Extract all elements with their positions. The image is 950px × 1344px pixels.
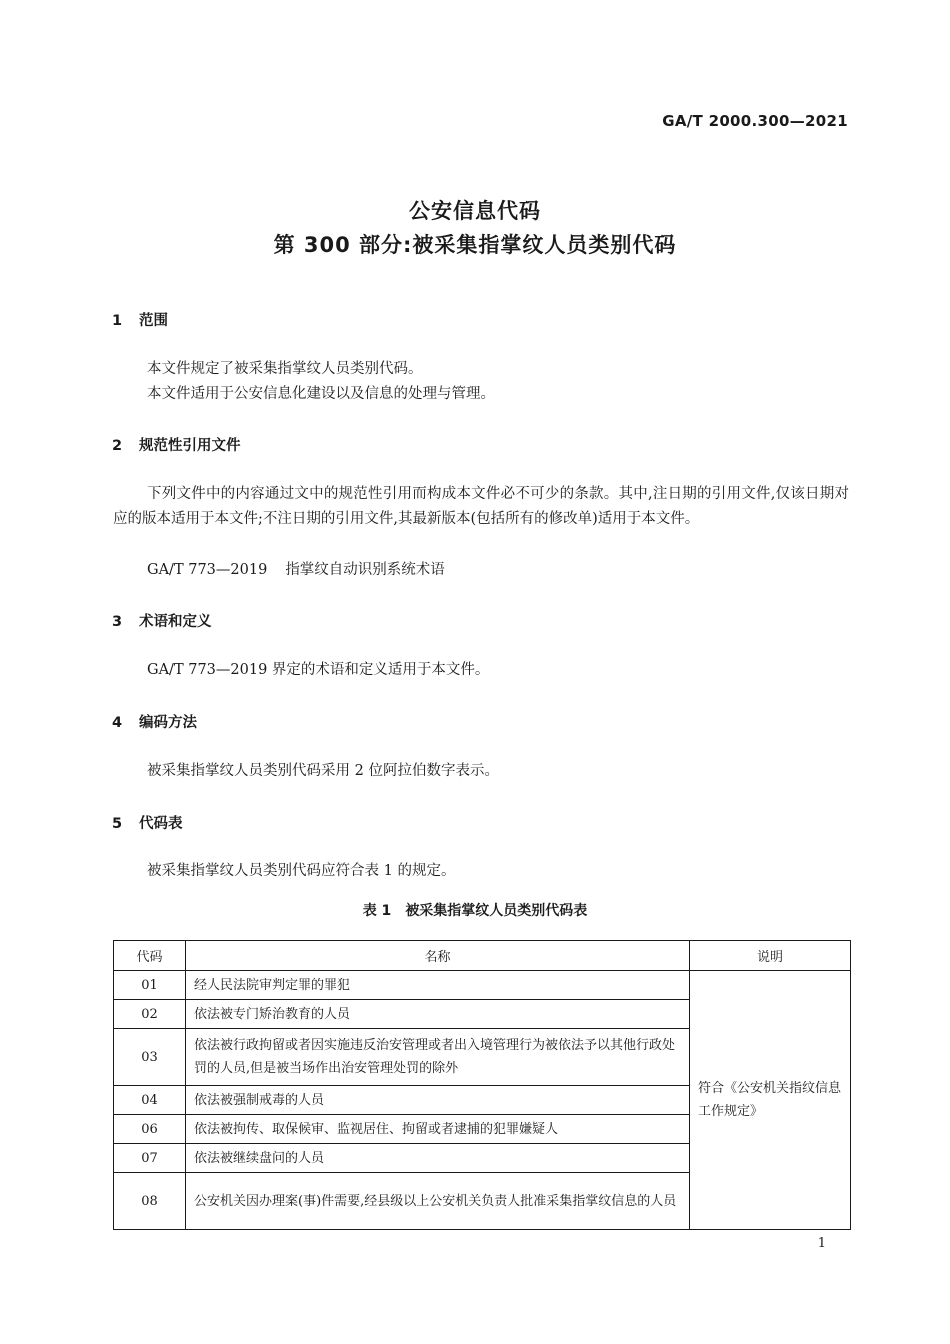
section-number: 5 bbox=[112, 816, 123, 832]
code-table-paragraph: 被采集指掌纹人员类别代码应符合表 1 的规定。 bbox=[147, 863, 456, 879]
reference-code: GA/T 773—2019 bbox=[147, 562, 268, 578]
row-note: 符合《公安机关指纹信息工作规定》 bbox=[690, 971, 851, 1230]
row-code: 08 bbox=[114, 1173, 186, 1230]
section-title: 范围 bbox=[139, 313, 168, 329]
section-5-heading bbox=[112, 812, 183, 833]
row-code: 07 bbox=[114, 1144, 186, 1173]
document-title-line2: 第 300 部分:被采集指掌纹人员类别代码 bbox=[273, 233, 677, 257]
table-caption bbox=[0, 900, 950, 920]
row-code: 01 bbox=[114, 971, 186, 1000]
terms-paragraph: GA/T 773—2019 界定的术语和定义适用于本文件。 bbox=[147, 662, 490, 678]
header-note: 说明 bbox=[690, 941, 851, 971]
row-code: 03 bbox=[114, 1029, 186, 1086]
section-title: 编码方法 bbox=[139, 715, 197, 731]
table-row bbox=[114, 971, 851, 1000]
section-number: 2 bbox=[112, 438, 123, 454]
section-title: 术语和定义 bbox=[139, 614, 212, 630]
table-title: 被采集指掌纹人员类别代码表 bbox=[405, 903, 588, 919]
row-name: 依法被拘传、取保候审、监视居住、拘留或者逮捕的犯罪嫌疑人 bbox=[186, 1115, 690, 1144]
header-code: 代码 bbox=[114, 941, 186, 971]
row-code: 02 bbox=[114, 1000, 186, 1029]
row-name: 依法被行政拘留或者因实施违反治安管理或者出入境管理行为被依法予以其他行政处罚的人员,但是被当场作出治安管理处罚的除外 bbox=[186, 1029, 690, 1086]
table-number: 表 1 bbox=[362, 903, 392, 919]
coding-paragraph: 被采集指掌纹人员类别代码采用 2 位阿拉伯数字表示。 bbox=[147, 763, 499, 779]
header-name: 名称 bbox=[186, 941, 690, 971]
section-number: 1 bbox=[112, 313, 123, 329]
normative-reference bbox=[113, 558, 849, 583]
document-title-line1: 公安信息代码 bbox=[409, 199, 541, 223]
section-2-heading bbox=[112, 434, 241, 455]
row-code: 04 bbox=[114, 1086, 186, 1115]
section-number: 4 bbox=[112, 715, 123, 731]
references-paragraph: 下列文件中的内容通过文中的规范性引用而构成本文件必不可少的条款。其中,注日期的引用文件,仅该日期对应的版本适用于本文件;不注日期的引用文件,其最新版本(包括所有的修改单)适用于本文件。 bbox=[113, 486, 849, 527]
row-name: 依法被专门矫治教育的人员 bbox=[186, 1000, 690, 1029]
standard-number: GA/T 2000.300—2021 bbox=[662, 112, 848, 130]
section-title: 代码表 bbox=[139, 816, 183, 832]
row-name: 依法被强制戒毒的人员 bbox=[186, 1086, 690, 1115]
scope-paragraph-2: 本文件适用于公安信息化建设以及信息的处理与管理。 bbox=[147, 386, 495, 402]
row-name: 公安机关因办理案(事)件需要,经县级以上公安机关负责人批准采集指掌纹信息的人员 bbox=[186, 1173, 690, 1230]
category-code-table bbox=[113, 940, 851, 1230]
section-4-heading bbox=[112, 711, 197, 732]
reference-title: 指掌纹自动识别系统术语 bbox=[285, 562, 445, 578]
row-name: 经人民法院审判定罪的罪犯 bbox=[186, 971, 690, 1000]
row-code: 06 bbox=[114, 1115, 186, 1144]
section-title: 规范性引用文件 bbox=[139, 438, 241, 454]
section-3-heading bbox=[112, 610, 212, 631]
section-1-heading bbox=[112, 309, 168, 330]
row-name: 依法被继续盘问的人员 bbox=[186, 1144, 690, 1173]
table-header-row bbox=[114, 941, 851, 971]
section-number: 3 bbox=[112, 614, 123, 630]
page-number: 1 bbox=[817, 1236, 826, 1251]
scope-paragraph-1: 本文件规定了被采集指掌纹人员类别代码。 bbox=[147, 361, 423, 377]
